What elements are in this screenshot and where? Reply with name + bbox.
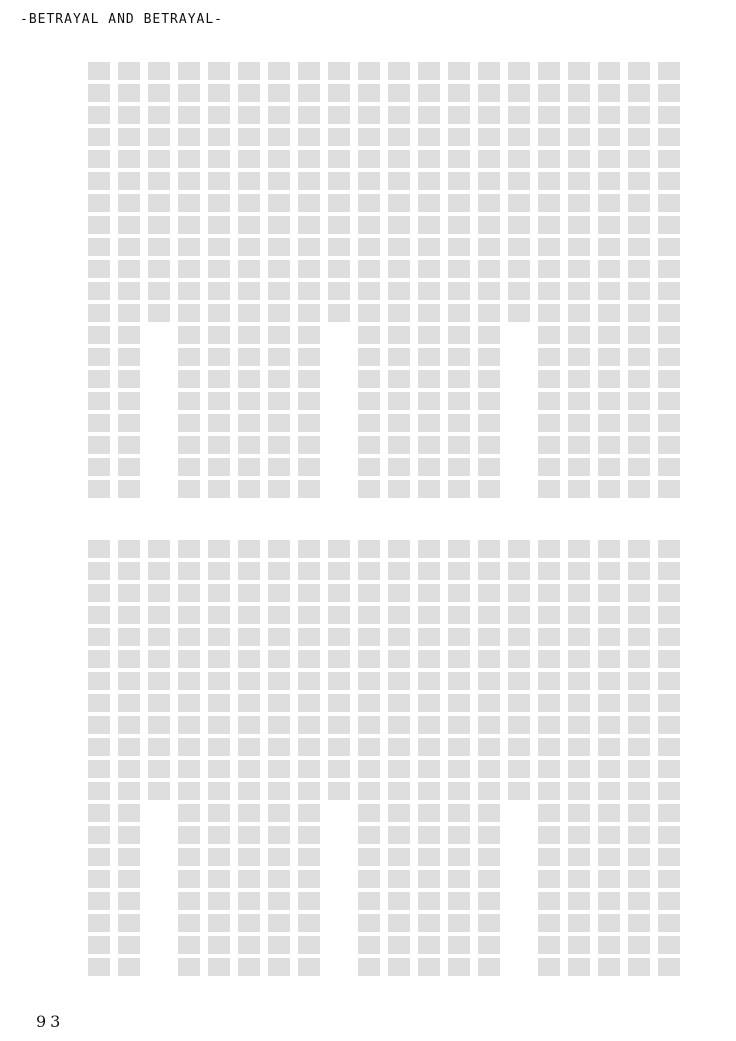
text-column-placeholder [208, 62, 230, 502]
text-column-placeholder [118, 62, 140, 502]
text-column-placeholder [538, 540, 560, 980]
text-column-placeholder [238, 62, 260, 502]
text-column-placeholder [358, 62, 380, 502]
text-column-placeholder [88, 62, 110, 502]
text-column-placeholder [598, 62, 620, 502]
text-column-placeholder [268, 540, 290, 980]
text-column-placeholder [478, 540, 500, 980]
text-column-placeholder [328, 540, 350, 804]
running-header: -BETRAYAL AND BETRAYAL- [20, 12, 224, 27]
text-column-placeholder [658, 540, 680, 980]
text-column-placeholder [658, 62, 680, 502]
text-column-placeholder [448, 62, 470, 502]
text-column-placeholder [628, 540, 650, 980]
text-column-placeholder [118, 540, 140, 980]
text-column-placeholder [478, 62, 500, 502]
text-column-placeholder [418, 62, 440, 502]
text-block-top-redacted [70, 62, 680, 502]
text-column-placeholder [508, 62, 530, 326]
text-column-placeholder [328, 62, 350, 326]
text-column-placeholder [508, 540, 530, 804]
text-column-placeholder [628, 62, 650, 502]
text-column-placeholder [298, 62, 320, 502]
text-column-placeholder [238, 540, 260, 980]
text-block-bottom-redacted [70, 540, 680, 980]
text-column-placeholder [178, 540, 200, 980]
text-column-placeholder [178, 62, 200, 502]
text-column-placeholder [568, 540, 590, 980]
text-column-placeholder [388, 62, 410, 502]
text-column-placeholder [418, 540, 440, 980]
text-column-placeholder [598, 540, 620, 980]
text-column-placeholder [568, 62, 590, 502]
text-column-placeholder [268, 62, 290, 502]
text-column-placeholder [538, 62, 560, 502]
text-column-placeholder [148, 62, 170, 326]
text-column-placeholder [88, 540, 110, 980]
text-column-placeholder [358, 540, 380, 980]
page-number: 93 [36, 1012, 65, 1031]
text-column-placeholder [388, 540, 410, 980]
text-column-placeholder [448, 540, 470, 980]
text-column-placeholder [148, 540, 170, 804]
text-column-placeholder [298, 540, 320, 980]
text-column-placeholder [208, 540, 230, 980]
